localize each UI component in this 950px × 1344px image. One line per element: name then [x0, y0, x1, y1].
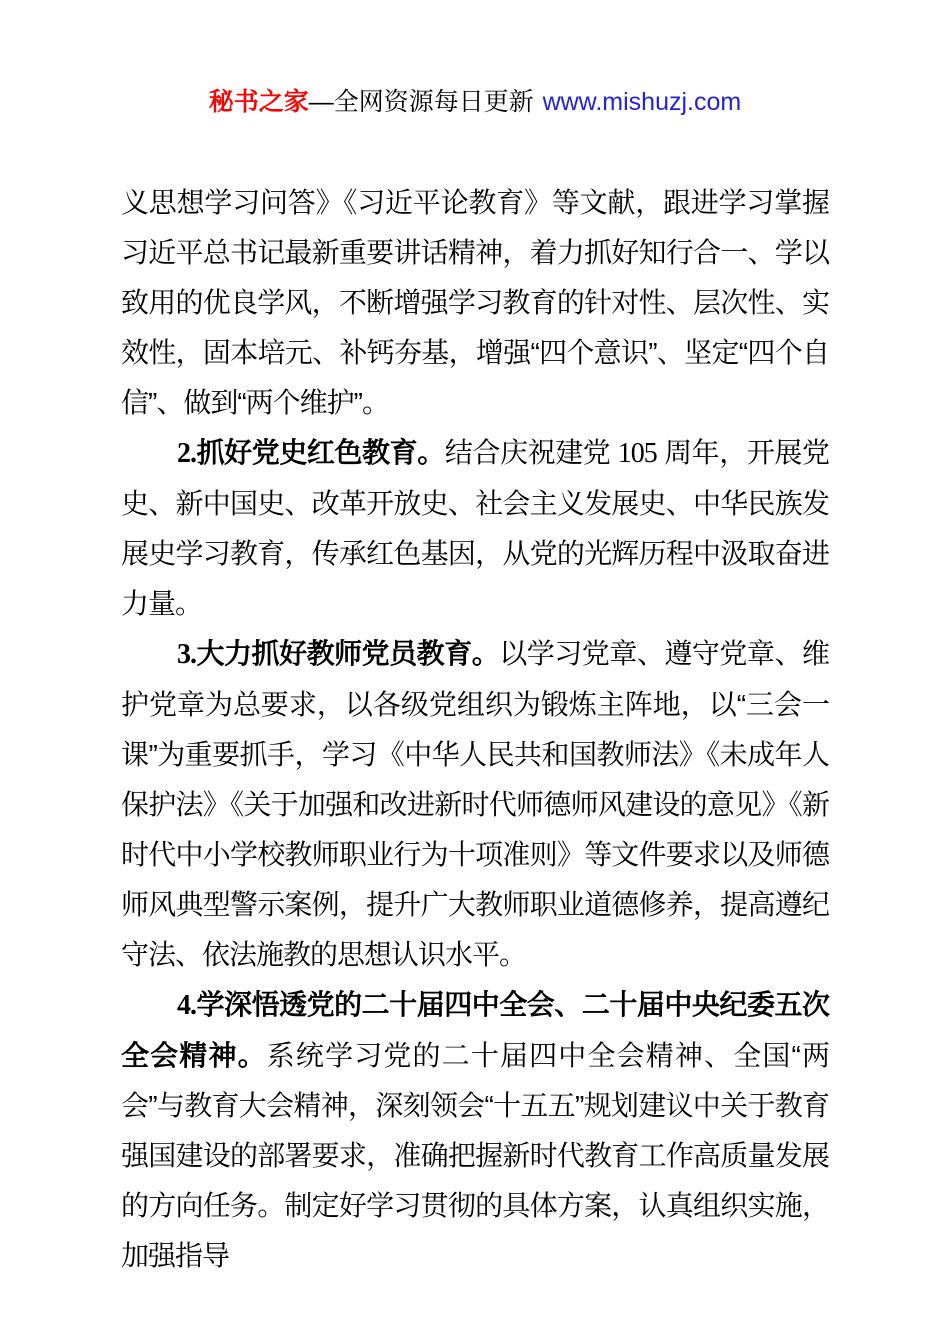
- paragraph-text: 结合庆祝建党: [444, 437, 618, 468]
- paragraph-text: 以学习党章、遵守党章、维护党章为总要求，以各级党组织为锻炼主阵地，以“三会一课”为重要抓手，学习《中华人民共和国教师法》《未成年人保护法》《关于加强和改进新时代师德师风建设的意见》《新时代中小学校教师职业行为十项准则》等文件要求以及师德师风典型警示案例，提升广大教师职业道德修养，提高遵纪守法、依法施教的思想认识水平。: [121, 638, 829, 970]
- paragraph-lead-text: 3.: [177, 639, 196, 670]
- document-body: [121, 178, 829, 1281]
- site-tagline: 全网资源每日更新: [333, 88, 534, 116]
- paragraph-lead-text: 学深悟透党的二十届四中全会、二十届中央纪委五次全会精神。: [121, 989, 829, 1071]
- paragraph: [121, 178, 829, 428]
- paragraph-text: 周年，开展党史、新中国史、改革开放史、社会主义发展史、中华民族发展史学习教育，传承红色基因，从党的光辉历程中汲取奋进力量。: [121, 437, 830, 619]
- paragraph: [121, 629, 829, 980]
- site-header: [0, 0, 950, 120]
- paragraph: [121, 980, 829, 1281]
- paragraph-lead-text: 2.: [177, 438, 196, 469]
- paragraph-text: 系统学习党的二十届四中全会精神、全国“两会”与教育大会精神，深刻领会“十五五”规划建议中关于教育强国建设的部署要求，准确把握新时代教育工作高质量发展的方向任务。制定好学习贯彻的具体方案，认真组织实施，加强指导: [121, 1040, 829, 1271]
- paragraph-lead-text: 大力抓好教师党员教育。: [196, 638, 500, 669]
- paragraph-text: 105: [617, 438, 657, 469]
- header-dash: —: [308, 88, 334, 116]
- paragraph-text: 义思想学习问答》《习近平论教育》等文献，跟进学习掌握习近平总书记最新重要讲话精神，着力抓好知行合一、学以致用的优良学风，不断增强学习教育的针对性、层次性、实效性，固本培元、补钙夯基，增强“四个意识”、坚定“四个自信”、做到“两个维护”。: [121, 187, 829, 418]
- site-brand: 秘书之家: [208, 88, 309, 116]
- site-url: www.mishuzj.com: [542, 88, 742, 116]
- paragraph: [121, 428, 829, 629]
- paragraph-lead-text: 4.: [177, 990, 196, 1021]
- paragraph-lead-text: 抓好党史红色教育。: [196, 437, 445, 468]
